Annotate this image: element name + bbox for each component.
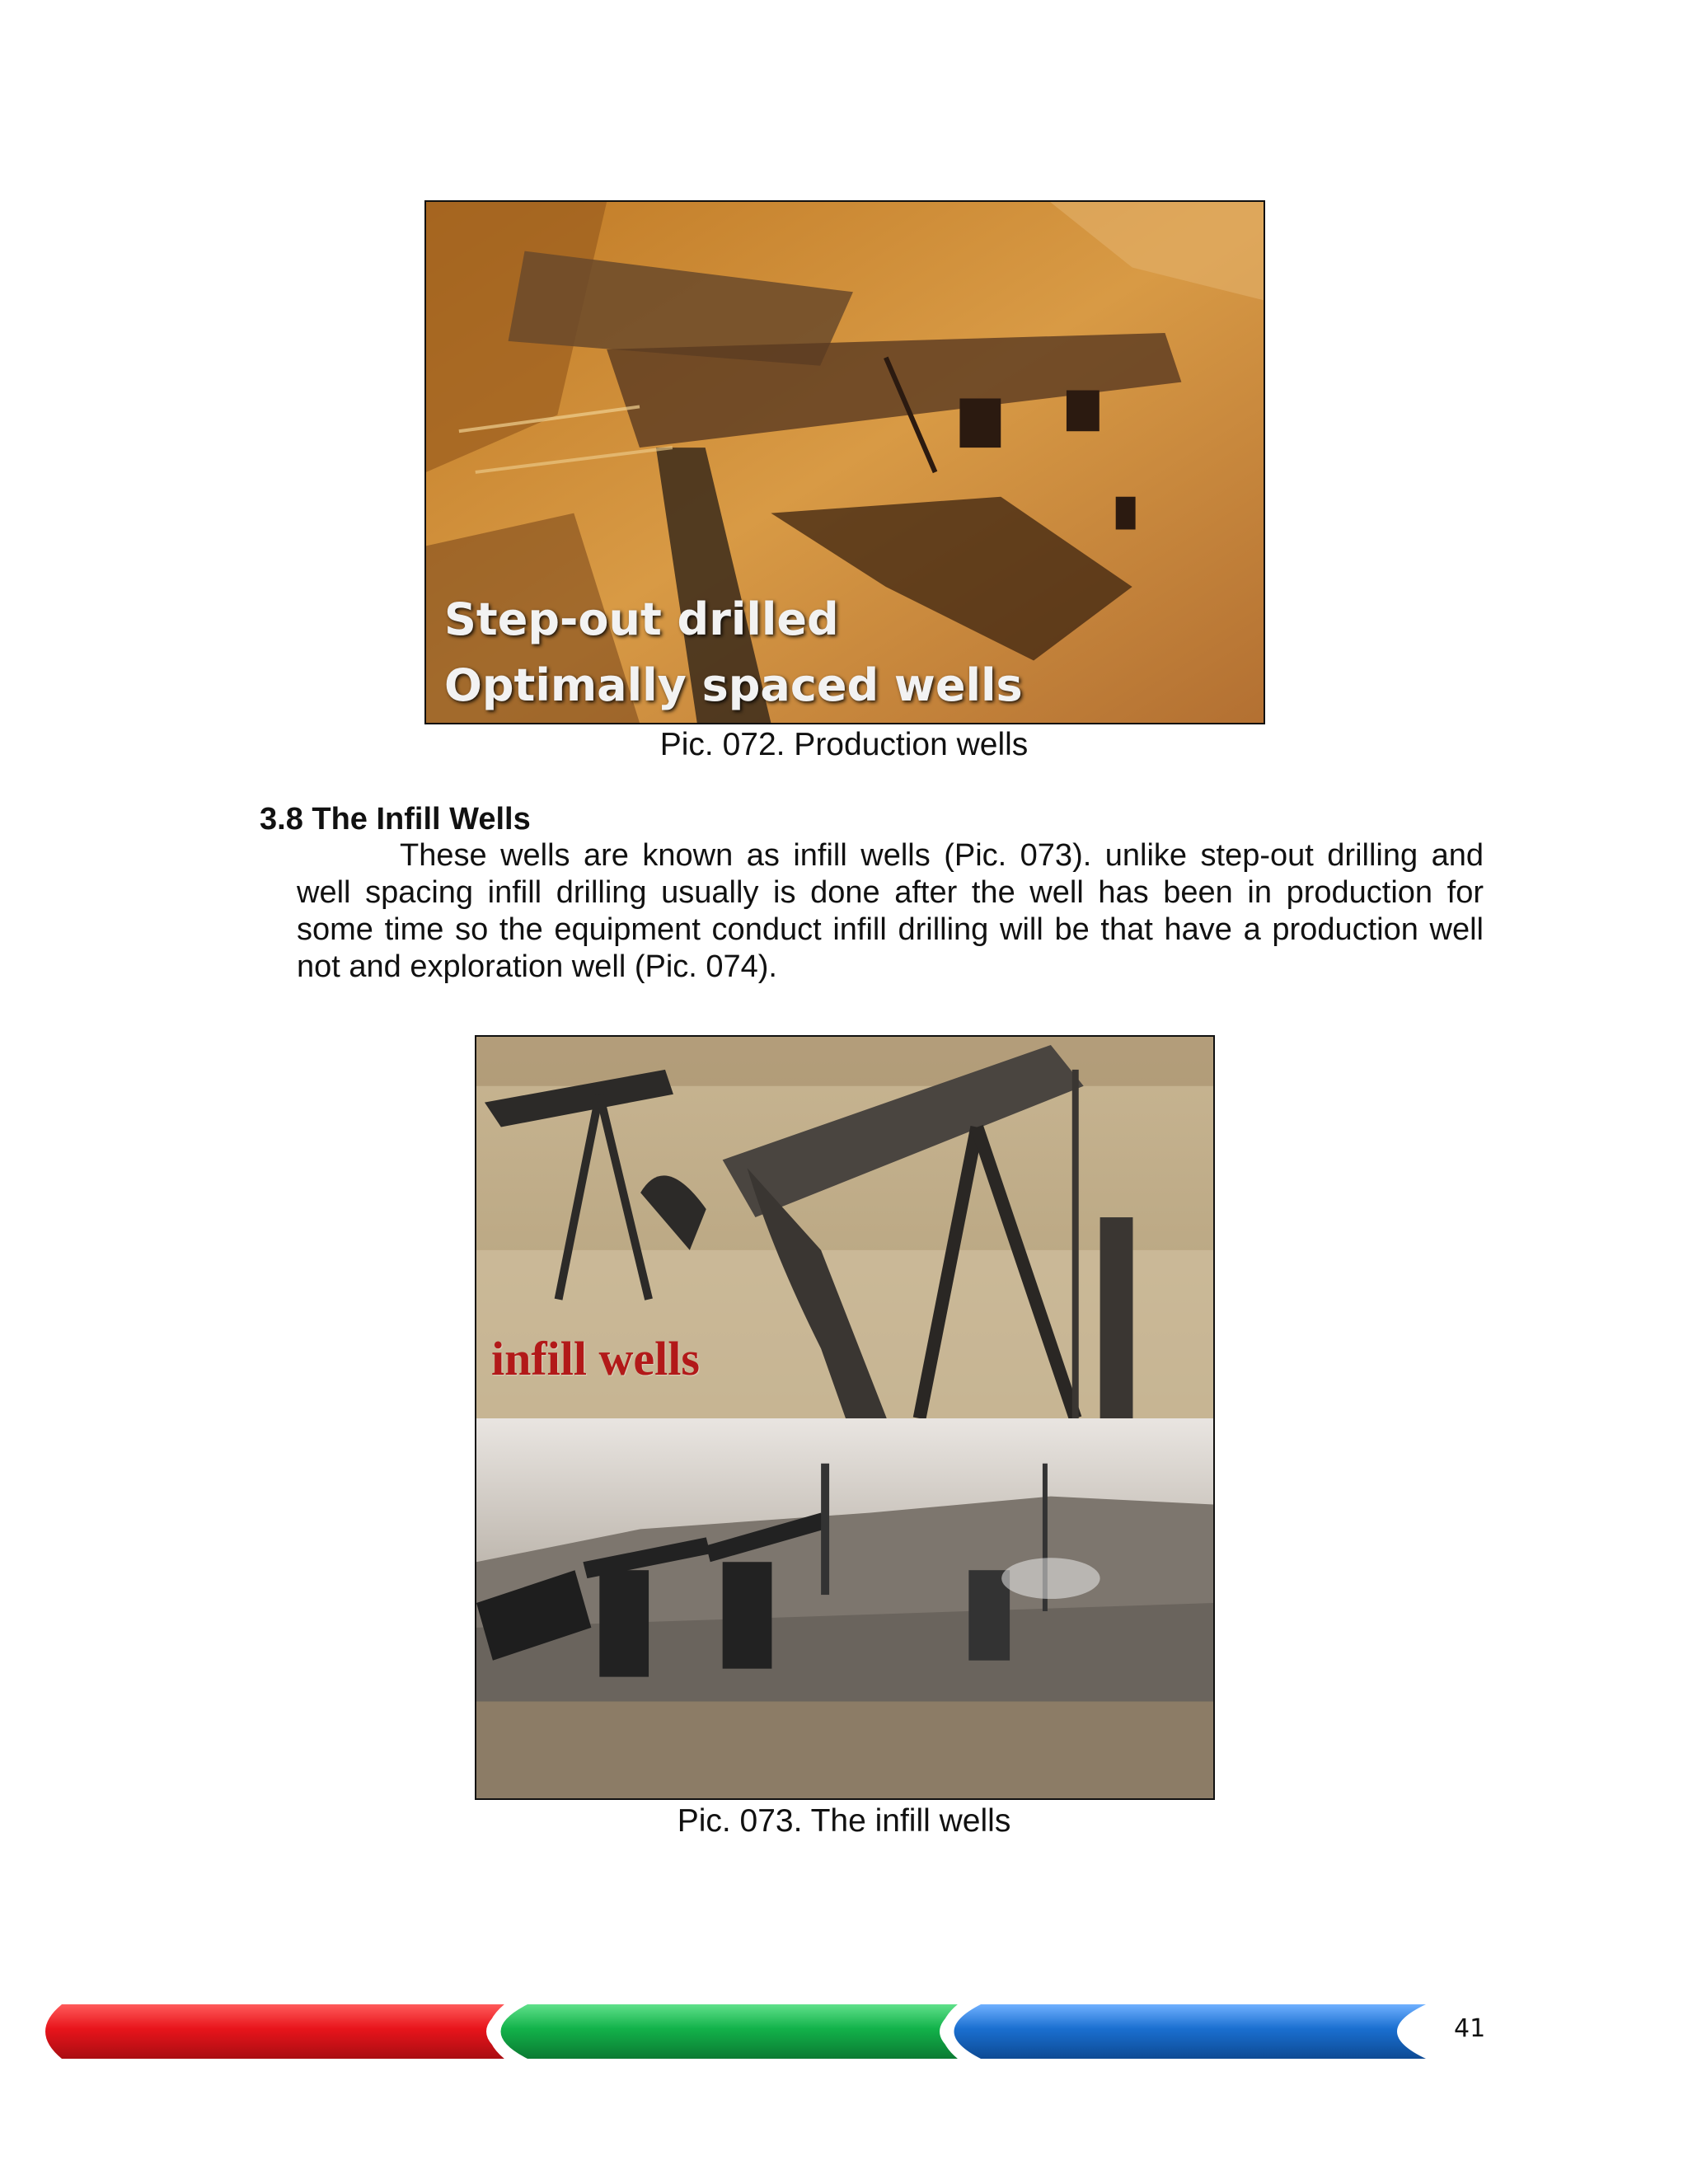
section-heading: 3.8 The Infill Wells [260,802,531,837]
green-bar-shape [501,2004,965,2059]
figure-2-caption: Pic. 073. The infill wells [677,1803,1011,1839]
figure-1-caption: Pic. 072. Production wells [659,727,1029,762]
overlay-line-2: Optimally spaced wells [444,659,1023,711]
red-bar-shape [45,2004,511,2059]
infill-wells-label: infill wells [491,1332,700,1385]
section-paragraph: These wells are known as infill wells (Pic. 073). unlike step-out drilling and well spacing infill drilling usually is done after the well has been in production for some time so the equipment conduct infill drilling will be that have a production well not and exploration well (Pic. 074). [297,838,1484,984]
infill-wells-photo [475,1035,1215,1800]
blue-bar-shape [954,2004,1427,2059]
page-number: 41 [1454,2014,1486,2043]
production-wells-photo [424,200,1265,724]
overlay-line-1: Step-out drilled [444,593,839,645]
pumpjack-field-image [476,1037,1213,1798]
footer-decorative-bars [0,1994,1484,2069]
